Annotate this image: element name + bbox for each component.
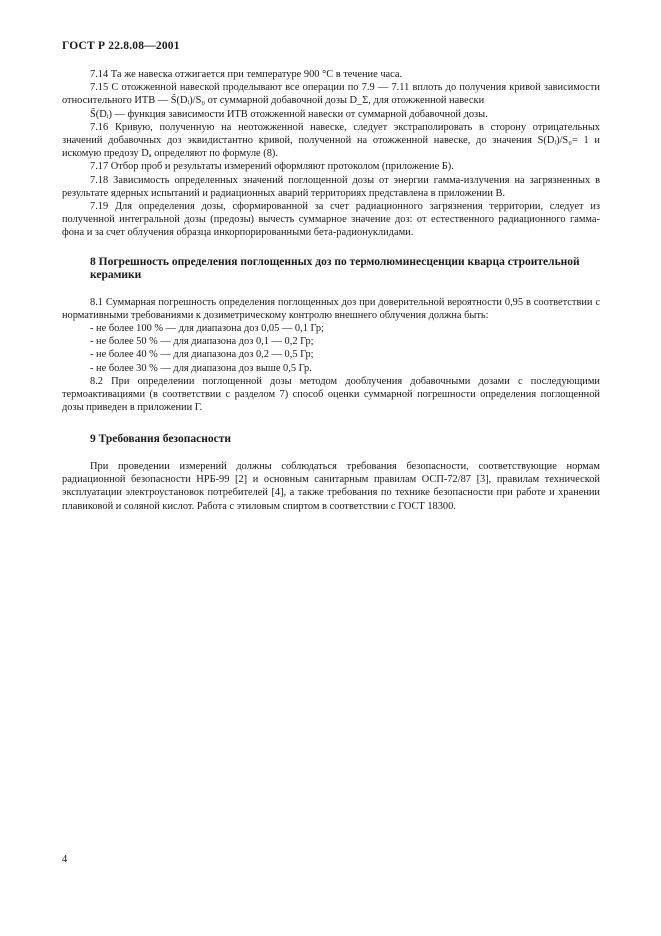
paragraph-7-16: 7.16 Кривую, полученную на неотожженной навеске, следует экстраполировать в сторону отрицательных значений добавочных доз эквидистантно кривой, полученной на отожженной навеске, до значения S(Dᵢ)/S₀= 1 и искомую предозу Dₐ определяют по формуле (8). — [62, 121, 600, 160]
paragraph-7-19: 7.19 Для определения дозы, сформированной за счет радиационного загрязнения территории, следует из полученной интегральной дозы (предозы) вычесть суммарное значение доз: от естественного радиационного гамма-фона и за счет облучения образца инкорпорированными бета-радионуклидами. — [62, 201, 600, 239]
paragraph-7-18: 7.18 Зависимость определенных значений поглощенной дозы от энергии гамма-излучения на загрязненных в результате ядерных испытаний и радиационных аварий территориях представлена в приложении В. — [62, 174, 600, 199]
paragraph-8-1: 8.1 Суммарная погрешность определения поглощенных доз при доверительной вероятности 0,95 в соответствии с нормативными требованиями к дозиметрическому контролю внешнего облучения должна быть: — [62, 296, 600, 321]
list-item: - не более 40 % — для диапазона доз 0,2 — 0,5 Гр; — [90, 349, 314, 361]
paragraph-7-14: 7.14 Та же навеска отжигается при температуре 900 °С в течение часа. — [90, 69, 403, 80]
list-item: - не более 50 % — для диапазона доз 0,1 — 0,2 Гр; — [90, 336, 314, 348]
page-number: 4 — [62, 854, 68, 865]
list-item: - не более 100 % — для диапазона доз 0,05 — 0,1 Гр; — [90, 323, 324, 335]
document-header: ГОСТ Р 22.8.08—2001 — [62, 40, 180, 52]
list-item: - не более 30 % — для диапазона доз выше 0,5 Гр. — [90, 362, 312, 374]
paragraph-8-2: 8.2 При определении поглощенной дозы методом дооблучения добавочными дозами с последующими термоактивациями (в соответствии с разделом 7) способ оценки суммарной погрешности определения поглощенной дозы приведен в приложении Г. — [62, 375, 600, 414]
paragraph-s-function: S̃(Dᵢ) — функция зависимости ИТВ отожженной навески от суммарной добавочной дозы. — [90, 108, 488, 120]
paragraph-9-1: При проведении измерений должны соблюдаться требования безопасности, соответствующие нормам радиационной безопасности НРБ-99 [2] и основным санитарным правилам ОСП-72/87 [3], правилам технической эксплуатации электроустановок потребителей [4], а также требования по технике безопасности при работе и хранении плавиковой и соляной кислот. Работа с этиловым спиртом в соответствии с ГОСТ 18300. — [62, 460, 600, 512]
paragraph-7-17: 7.17 Отбор проб и результаты измерений оформляют протоколом (приложение Б). — [90, 161, 454, 173]
paragraph-7-15: 7.15 С отожженной навеской проделывают все операции по 7.9 — 7.11 вплоть до получения кривой зависимости относительного ИТВ — S̃(Dᵢ)/S₀ от суммарной добавочной дозы D_Σ, для отожженной навески — [62, 82, 600, 107]
document-page — [62, 40, 600, 513]
section-8-title: 8 Погрешность определения поглощенных доз по термолюминесценции кварца строительной керамики — [90, 255, 580, 282]
section-9-title: 9 Требования безопасности — [90, 433, 231, 446]
